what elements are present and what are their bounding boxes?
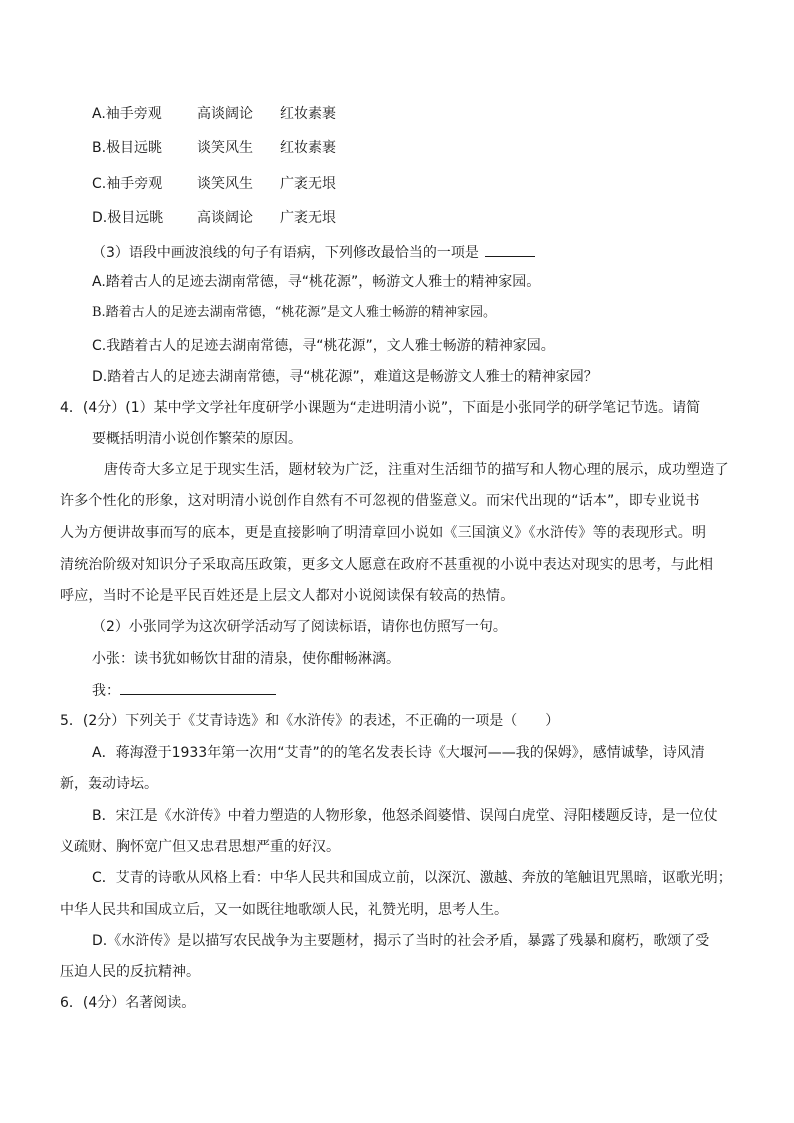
q2-option-c bbox=[92, 174, 336, 194]
option-word: 广袤无垠 bbox=[280, 176, 336, 192]
q4-passage-line: 许多个性化的形象，这对明清小说创作自然有不可忽视的借鉴意义。而宋代出现的“话本”，即专业说书 bbox=[60, 493, 700, 509]
option-word: 谈笑风生 bbox=[197, 176, 253, 192]
q5-option-a-line1: A．蒋海澄于1933年第一次用“艾青”的的笔名发表长诗《大堰河——我的保姆》，感情诚挚，诗风清 bbox=[92, 745, 705, 761]
option-word: 极目远眺 bbox=[107, 210, 164, 226]
q2-option-d bbox=[92, 208, 336, 228]
q3-option-d: D.踏着古人的足迹去湖南常德，寻“桃花源”，难道这是畅游文人雅士的精神家园？ bbox=[92, 369, 598, 385]
q4-passage-line: 清统治阶级对知识分子采取高压政策，更多文人愿意在政府不甚重视的小说中表达对现实的思考，与此相 bbox=[60, 557, 714, 573]
q5-option-d-line1: D.《水浒传》是以描写农民战争为主要题材，揭示了当时的社会矛盾，暴露了残暴和腐朽，歌颂了受 bbox=[92, 933, 710, 949]
q5-option-b-line2: 义疏财、胸怀宽广但又忠君思想严重的好汉。 bbox=[60, 839, 340, 855]
option-label: B. bbox=[92, 140, 107, 156]
q5-stem: 5．(2分）下列关于《艾青诗选》和《水浒传》的表述，不正确的一项是（ ） bbox=[60, 713, 560, 729]
q3-option-b: B.踏着古人的足迹去湖南常德，“桃花源”是文人雅士畅游的精神家园。 bbox=[92, 305, 496, 320]
option-word: 高谈阔论 bbox=[197, 106, 253, 122]
q6-stem: 6．(4分）名著阅读。 bbox=[60, 995, 196, 1011]
option-word: 高谈阔论 bbox=[197, 210, 253, 226]
q5-option-a-line2: 新，轰动诗坛。 bbox=[60, 776, 158, 792]
q4-sub2: （2）小张同学为这次研学活动写了阅读标语，请你也仿照写一句。 bbox=[92, 619, 507, 635]
option-word: 广袤无垠 bbox=[280, 210, 336, 226]
q5-option-c-line1: C．艾青的诗歌从风格上看：中华人民共和国成立前，以深沉、激越、奔放的笔触诅咒黑暗，讴歌光明； bbox=[92, 870, 732, 886]
option-label: D. bbox=[92, 210, 108, 226]
q3-option-a: A.踏着古人的足迹去湖南常德，寻“桃花源”，畅游文人雅士的精神家园。 bbox=[92, 274, 541, 290]
q5-option-b-line1: B．宋江是《水浒传》中着力塑造的人物形象，他怒杀阎婆惜、误闯白虎堂、浔阳楼题反诗，是一位仗 bbox=[92, 808, 718, 824]
q4-stem-line2: 要概括明清小说创作繁荣的原因。 bbox=[92, 431, 302, 447]
option-label: C. bbox=[92, 176, 107, 192]
answer-blank[interactable] bbox=[485, 242, 535, 257]
answer-blank[interactable] bbox=[120, 680, 276, 695]
q3-option-c: C.我踏着古人的足迹去湖南常德，寻“桃花源”，文人雅士畅游的精神家园。 bbox=[92, 338, 555, 354]
q4-me-label: 我： bbox=[92, 683, 120, 699]
q4-passage-line: 人为方便讲故事而写的底本，更是直接影响了明清章回小说如《三国演义》《水浒传》等的表现形式。明 bbox=[60, 525, 707, 541]
q3-stem bbox=[92, 242, 535, 263]
q2-option-b bbox=[92, 138, 336, 158]
option-word: 红妆素裹 bbox=[280, 106, 336, 122]
option-word: 极目远眺 bbox=[106, 140, 163, 156]
q4-passage-line: 唐传奇大多立足于现实生活，题材较为广泛，注重对生活细节的描写和人物心理的展示，成功塑造了 bbox=[104, 462, 729, 478]
q3-stem-text: （3）语段中画波浪线的句子有语病，下列修改最恰当的一项是 bbox=[92, 245, 479, 261]
q2-option-a bbox=[92, 104, 336, 124]
option-label: A. bbox=[92, 106, 106, 122]
option-word: 红妆素裹 bbox=[280, 140, 336, 156]
q4-passage-line: 呼应，当时不论是平民百姓还是上层文人都对小说阅读保有较高的热情。 bbox=[60, 588, 515, 604]
option-word: 袖手旁观 bbox=[105, 106, 162, 122]
q5-option-d-line2: 压迫人民的反抗精神。 bbox=[60, 964, 200, 980]
option-word: 谈笑风生 bbox=[197, 140, 253, 156]
q4-stem-line1: 4．(4分）(1）某中学文学社年度研学小课题为“走进明清小说”，下面是小张同学的研学笔记节选。请简 bbox=[60, 400, 701, 416]
q4-answer-line bbox=[92, 680, 276, 701]
q5-option-c-line2: 中华人民共和国成立后，又一如既往地歌颂人民，礼赞光明，思考人生。 bbox=[60, 902, 508, 918]
option-word: 袖手旁观 bbox=[106, 176, 163, 192]
q4-example: 小张：读书犹如畅饮甘甜的清泉，使你酣畅淋漓。 bbox=[92, 651, 400, 667]
